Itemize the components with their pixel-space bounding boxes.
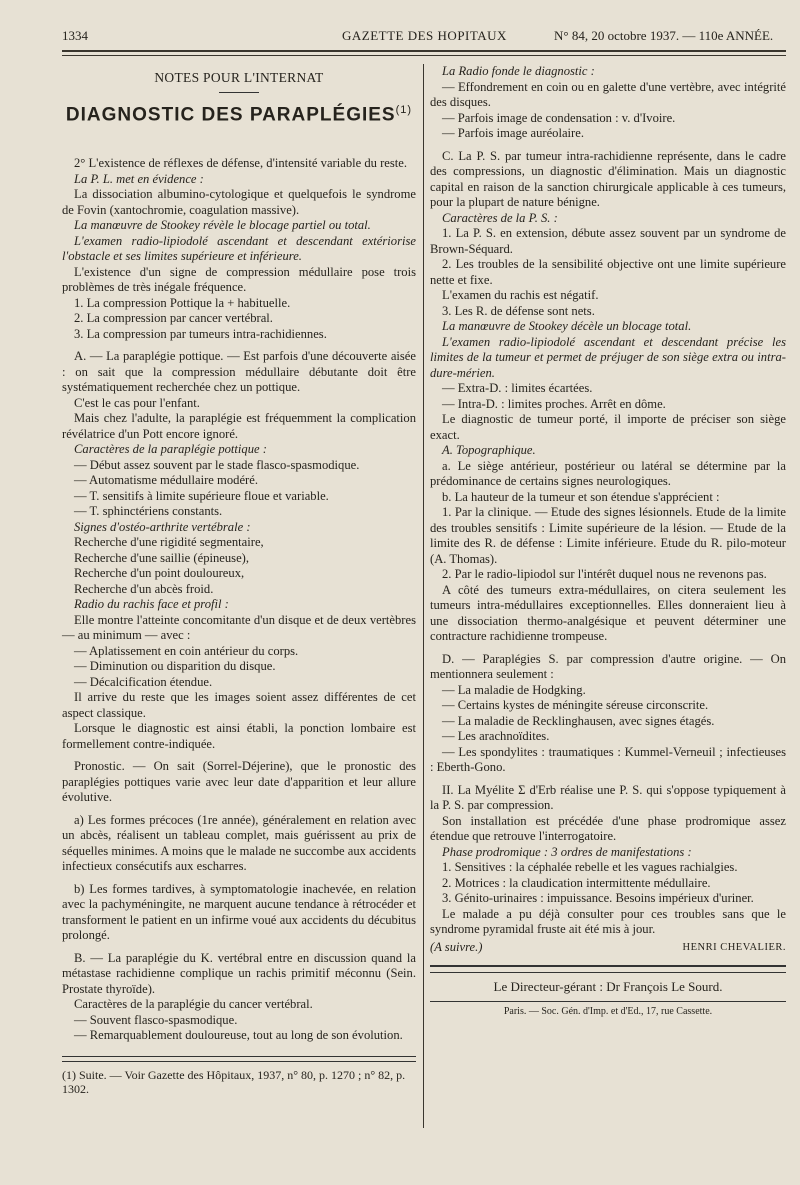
left-paragraph: L'examen radio-lipiodolé ascendant et descendant extériorise l'obstacle et ses limites supérieure et inférieure. (62, 233, 416, 264)
to-be-continued: (A suivre.) (430, 939, 483, 954)
right-paragraph: a. Le siège antérieur, postérieur ou latéral se détermine par la prédominance de certains signes neurologiques. (430, 458, 786, 488)
right-paragraph: — Intra-D. : limites proches. Arrêt en dôme. (442, 396, 666, 411)
right-paragraph: — Effondrement en coin ou en galette d'une vertèbre, avec intégrité des disques. (430, 79, 786, 109)
left-paragraph: Signes d'ostéo-arthrite vertébrale : (74, 519, 251, 534)
header-rule-thin (62, 55, 786, 56)
printer-rule (430, 1001, 786, 1002)
right-paragraph: — Certains kystes de méningite séreuse circonscrite. (442, 698, 709, 712)
right-paragraph: — La maladie de Recklinghausen, avec signes étagés. (442, 713, 715, 728)
right-paragraph: II. La Myélite Σ d'Erb réalise une P. S. qui s'oppose typiquement à la P. S. par compression. (430, 782, 786, 812)
left-paragraph: L'existence d'un signe de compression médullaire pose trois problèmes de très inégale fréquence. (62, 264, 416, 295)
right-paragraph: C. La P. S. par tumeur intra-rachidienne représente, dans le cadre des compressions, un diagnostic d'élimination. Mais un diagnostic capital en raison de la sanction chirurgicale applicable à ces tumeurs, pour la plupart de nature bénigne. (430, 148, 786, 209)
left-paragraph: Mais chez l'adulte, la paraplégie est fréquemment la complication révélatrice d'un Pott encore ignoré. (62, 411, 416, 441)
left-paragraph: 3. La compression par tumeurs intra-rachidiennes. (74, 326, 327, 341)
right-paragraph: 3. Génito-urinaires : impuissance. Besoins impérieux d'uriner. (442, 891, 754, 905)
left-paragraph: Lorsque le diagnostic est ainsi établi, la ponction lombaire est formellement contre-indiquée. (62, 721, 416, 751)
right-body (430, 64, 786, 938)
left-paragraph: Il arrive du reste que les images soient assez différentes de cet aspect classique. (62, 690, 416, 720)
right-paragraph: 2. Motrices : la claudication intermittente médullaire. (442, 875, 711, 890)
right-paragraph: 2. Par le radio-lipiodol sur l'intérêt duquel nous ne revenons pas. (442, 567, 767, 581)
left-paragraph: Radio du rachis face et profil : (74, 597, 229, 612)
page-number: 1334 (62, 28, 88, 43)
left-paragraph: — Diminution ou disparition du disque. (74, 659, 276, 674)
right-paragraph: — La maladie de Hodgking. (442, 682, 586, 697)
right-paragraph: A côté des tumeurs extra-médullaires, on citera seulement les tumeurs intra-médullaires exceptionnelles. Elles donneraient lieu à une dissociation thermo-analgésique et peuvent déterminer une contracture rachidienne trompeuse. (430, 582, 786, 643)
left-paragraph: Elle montre l'atteinte concomitante d'un disque et de deux vertèbres — au minimum — avec : (62, 612, 416, 643)
right-paragraph: — Les arachnoïdites. (442, 729, 550, 743)
right-paragraph: Caractères de la P. S. : (442, 210, 558, 225)
journal-name: GAZETTE DES HOPITAUX (342, 28, 507, 43)
title-footnote-mark: (1) (395, 103, 413, 116)
right-paragraph: L'examen du rachis est négatif. (442, 288, 599, 302)
left-paragraph: B. — La paraplégie du K. vertébral entre en discussion quand la métastase rachidienne complique un rachis primitif méconnu (Sein. Prostate thyroïde). (62, 950, 416, 996)
left-paragraph: Pronostic. — On sait (Sorrel-Déjerine), que le pronostic des paraplégies pottiques varie avec leur date d'apparition et leur allure évolutive. (62, 759, 416, 805)
right-paragraph: Le diagnostic de tumeur porté, il importe de préciser son siège exact. (430, 412, 786, 442)
left-paragraph: a) Les formes précoces (1re année), généralement en relation avec un abcès, réalisent un tableau complet, mais guérissent au prix de séquelles minimes. A moins que le malade ne succombe aux accidents infectieux consécutifs aux escharres. (62, 812, 416, 874)
director-line: Le Directeur-gérant : Dr François Le Sourd. (493, 979, 723, 994)
director-rule (430, 965, 786, 967)
right-paragraph: — Parfois image auréolaire. (442, 126, 584, 140)
left-paragraph: Recherche d'une rigidité segmentaire, (74, 535, 264, 550)
right-paragraph: L'examen radio-lipiodolé ascendant et descendant précise les limites de la tumeur et permet de préjuger de son siège extra ou intra-dure-mérien. (430, 334, 786, 380)
footnote: (1) Suite. — Voir Gazette des Hôpitaux, 1937, n° 80, p. 1270 ; n° 82, p. 1302. (62, 1067, 406, 1096)
left-paragraph: — T. sphinctériens constants. (74, 504, 223, 519)
footnote-rule (62, 1056, 416, 1057)
right-paragraph: — Parfois image de condensation : v. d'Ivoire. (442, 110, 676, 125)
left-paragraph: b) Les formes tardives, à symptomatologie inachevée, en relation avec la pachyméningite, ne marquent aucune tendance à rétrocéder et transforment le patient en un infirme voué aux accidents du décubitus prolongé. (62, 881, 416, 943)
right-paragraph: — Extra-D. : limites écartées. (442, 381, 593, 395)
left-paragraph: C'est le cas pour l'enfant. (74, 395, 200, 410)
left-paragraph: 1. La compression Pottique la + habituelle. (74, 295, 291, 310)
left-paragraph: — Souvent flasco-spasmodique. (74, 1012, 238, 1027)
right-paragraph: b. La hauteur de la tumeur et son étendue s'apprécient : (442, 489, 720, 504)
left-paragraph: 2. La compression par cancer vertébral. (74, 311, 273, 326)
right-paragraph: La manœuvre de Stookey décèle un blocage total. (442, 319, 692, 333)
director-rule-thin (430, 972, 786, 973)
running-header (62, 28, 790, 48)
left-paragraph: — T. sensitifs à limite supérieure floue et variable. (74, 488, 329, 503)
kicker-rule (219, 92, 259, 93)
author-name: HENRI CHEVALIER. (682, 941, 786, 953)
right-paragraph: 2. Les troubles de la sensibilité objective ont une limite supérieure nette et fixe. (430, 257, 786, 287)
footnote-rule-2 (62, 1061, 416, 1062)
left-paragraph: Caractères de la paraplégie pottique : (74, 442, 267, 457)
right-paragraph: Phase prodromique : 3 ordres de manifestations : (442, 844, 692, 859)
issue-date: N° 84, 20 octobre 1937. — 110e ANNÉE. (554, 28, 774, 43)
title-text: DIAGNOSTIC DES PARAPLÉGIES (65, 103, 396, 125)
left-paragraph: — Remarquablement douloureuse, tout au long de son évolution. (74, 1028, 403, 1043)
right-paragraph: 1. La P. S. en extension, débute assez souvent par un syndrome de Brown-Séquard. (430, 226, 786, 256)
column-divider (423, 64, 424, 1128)
right-paragraph: 1. Sensitives : la céphalée rebelle et les vagues rachialgies. (442, 860, 738, 874)
right-paragraph: — Les spondylites : traumatiques : Kummel-Verneuil ; infectieuses : Eberth-Gono. (430, 744, 786, 774)
left-paragraph: — Aplatissement en coin antérieur du corps. (74, 643, 299, 658)
left-body (62, 156, 416, 1044)
left-paragraph: La dissociation albumino-cytologique et quelquefois le syndrome de Fovin (xantochromie, coagulation massive). (62, 187, 416, 217)
left-paragraph: Recherche d'une saillie (épineuse), (74, 550, 250, 565)
printer-line: Paris. — Soc. Gén. d'Imp. et d'Ed., 17, rue Cassette. (503, 1005, 713, 1017)
left-paragraph: Caractères de la paraplégie du cancer vertébral. (74, 997, 313, 1012)
signature-line (430, 940, 786, 956)
left-paragraph: 2° L'existence de réflexes de défense, d'intensité variable du reste. (74, 156, 408, 171)
article-title (62, 103, 416, 123)
left-paragraph: La manœuvre de Stookey révèle le blocage partiel ou total. (74, 218, 371, 233)
header-rule (62, 50, 786, 52)
left-paragraph: A. — La paraplégie pottique. — Est parfois d'une découverte aisée : on sait que la compression médullaire débutante doit être systématiquement recherchée chez un pottique. (62, 349, 416, 395)
left-paragraph: — Début assez souvent par le stade flasco-spasmodique. (74, 457, 360, 472)
left-paragraph: — Décalcification étendue. (74, 674, 213, 689)
right-paragraph: La Radio fonde le diagnostic : (442, 64, 595, 78)
left-paragraph: Recherche d'un abcès froid. (74, 581, 214, 596)
left-paragraph: Recherche d'un point douloureux, (74, 566, 245, 581)
right-paragraph: 3. Les R. de défense sont nets. (442, 303, 595, 318)
right-paragraph: A. Topographique. (442, 443, 536, 457)
right-column (430, 64, 786, 1019)
left-column (62, 64, 416, 1096)
right-paragraph: Son installation est précédée d'une phase prodromique assez étendue que retrouve l'interrogatoire. (430, 813, 786, 843)
right-paragraph: Le malade a pu déjà consulter pour ces troubles sans que le syndrome pyramidal fruste ait été mis à jour. (430, 906, 786, 936)
section-kicker: NOTES POUR L'INTERNAT (154, 70, 324, 85)
right-paragraph: D. — Paraplégies S. par compression d'autre origine. — On mentionnera seulement : (430, 651, 786, 681)
left-paragraph: La P. L. met en évidence : (74, 171, 204, 186)
right-paragraph: 1. Par la clinique. — Etude des signes lésionnels. Etude de la limite des troubles sensitifs : Limite supérieure de la lésion. — Etude de la limite des R. de défense : Limite inférieure. Etude du R. pilo-moteur (A. Thomas). (430, 505, 786, 566)
left-paragraph: — Automatisme médullaire modéré. (74, 473, 258, 488)
